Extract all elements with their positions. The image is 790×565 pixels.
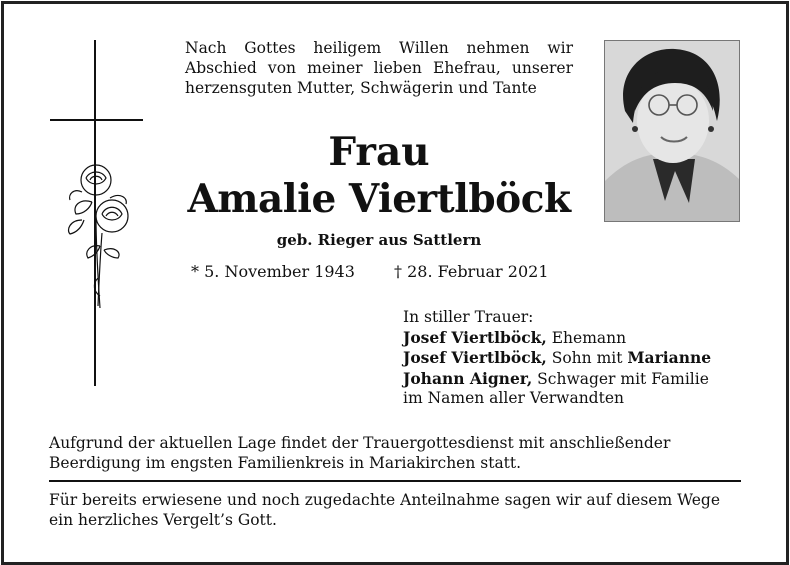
thanks-text: Für bereits erwiesene und noch zugedachte Anteilnahme sagen wir auf diesem Wege ein herzliches Vergelt’s Gott. (49, 491, 721, 529)
salutation: Frau (328, 129, 430, 175)
mourners-closing: im Namen aller Verwandten (403, 389, 624, 407)
birth-date: * 5. November 1943 (191, 262, 355, 281)
cross-horizontal-bar (50, 119, 143, 121)
portrait-photo (604, 40, 740, 222)
divider (49, 480, 741, 482)
roses-illustration (62, 158, 142, 308)
service-notice: Aufgrund der aktuellen Lage findet der Trauergottesdienst mit anschließender Beerdigung im engsten Familienkreis in Mariakirchen statt. (49, 434, 671, 472)
mourners-list (403, 308, 748, 409)
intro-text: Nach Gottes heiligem Willen nehmen wir Abschied von meiner lieben Ehefrau, unserer herzensguten Mutter, Schwägerin und Tante (185, 39, 573, 97)
mourner-row: Josef Viertlböck, Sohn mit Marianne (403, 348, 712, 367)
mourners-heading: In stiller Trauer: (403, 308, 534, 326)
mourner-row: Josef Viertlböck, Ehemann (403, 327, 627, 347)
death-date: † 28. Februar 2021 (394, 262, 549, 281)
birth-name: geb. Rieger aus Sattlern (276, 231, 482, 249)
deceased-name: Amalie Viertlböck (187, 176, 571, 222)
mourner-row: Johann Aigner, Schwager mit Familie (403, 368, 709, 388)
